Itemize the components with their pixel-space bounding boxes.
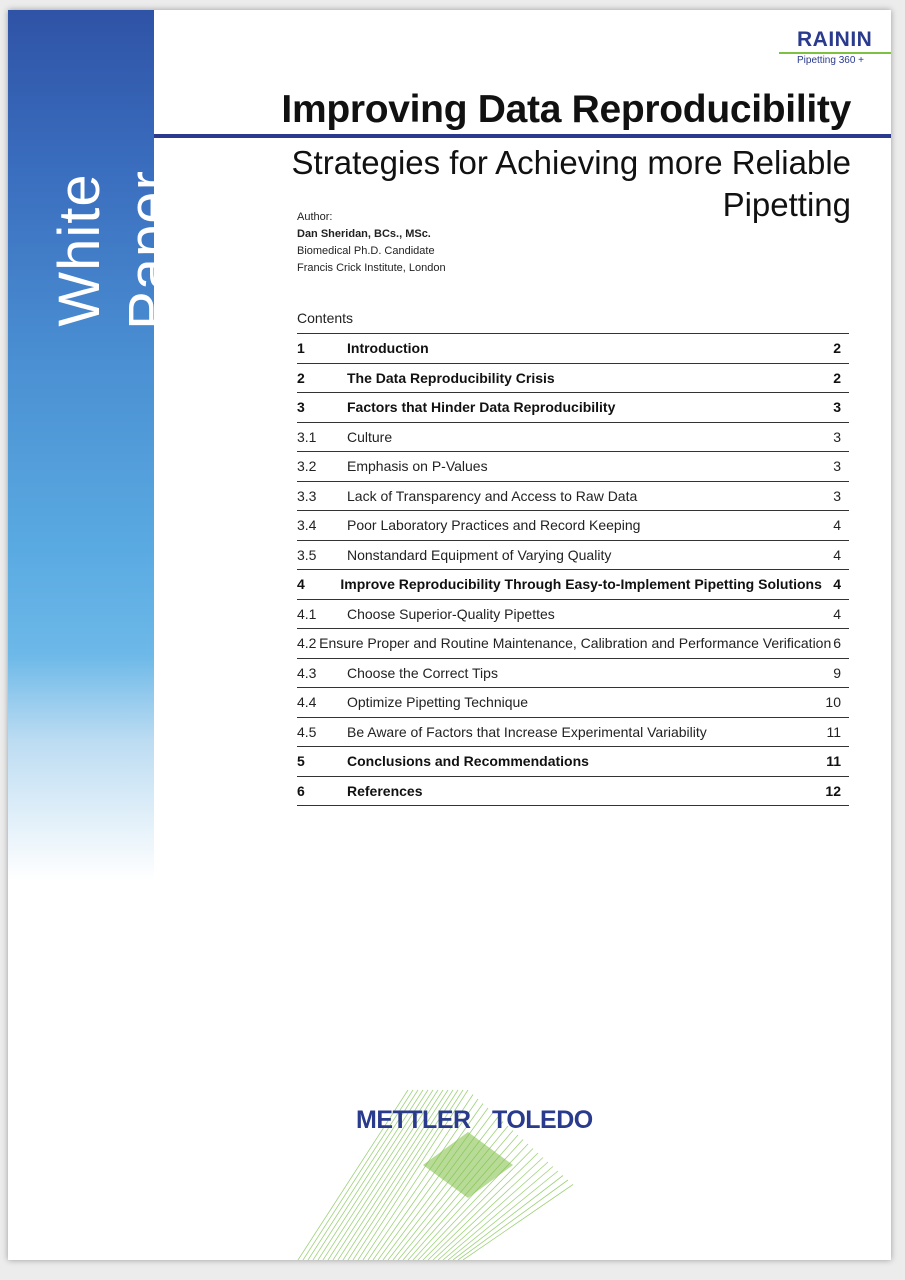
toc-row[interactable]: [297, 570, 849, 600]
toc-row[interactable]: [297, 393, 849, 423]
side-label: White Paper: [47, 170, 182, 330]
author-label: Author:: [297, 211, 333, 223]
toc-page: 6: [833, 635, 841, 652]
toc-num: 3.4: [297, 517, 317, 534]
toc-title: Choose Superior-Quality Pipettes: [347, 605, 555, 622]
toc-page: 11: [826, 753, 841, 770]
toc-row[interactable]: [297, 423, 849, 453]
toc-row[interactable]: [297, 364, 849, 394]
toc-row[interactable]: [297, 718, 849, 748]
toc-page: 3: [833, 428, 841, 445]
author-affiliation: Francis Crick Institute, London: [297, 262, 446, 274]
toc-num: 3.3: [297, 487, 317, 504]
author-role: Biomedical Ph.D. Candidate: [297, 245, 435, 257]
toc-row[interactable]: [297, 629, 849, 659]
toc-title: Poor Laboratory Practices and Record Keeping: [347, 517, 641, 534]
toc-row[interactable]: [297, 334, 849, 364]
logo-diagonal-lines: [278, 1070, 578, 1260]
toc-title: Factors that Hinder Data Reproducibility: [347, 399, 616, 416]
toc-title: Conclusions and Recommendations: [347, 753, 589, 770]
toc-title: Improve Reproducibility Through Easy-to-Implement Pipetting Solutions: [340, 576, 822, 593]
toc-row[interactable]: [297, 688, 849, 718]
toc-num: 4.1: [297, 605, 317, 622]
toc-page: 4: [833, 546, 841, 563]
brand-name: RAININ: [797, 28, 873, 51]
toc-page: 4: [833, 517, 841, 534]
document-subtitle: Strategies for Achieving more Reliable Pipetting: [291, 144, 851, 223]
toc-title: Lack of Transparency and Access to Raw Data: [347, 487, 638, 504]
toc-row[interactable]: [297, 452, 849, 482]
toc-num: 2: [297, 369, 305, 386]
brand-sub: Pipetting 360 +: [797, 55, 864, 66]
toc-row[interactable]: [297, 747, 849, 777]
toc-num: 5: [297, 753, 305, 770]
toc-page: 2: [833, 369, 841, 386]
toc-num: 3.1: [297, 428, 317, 445]
toc-num: 4.4: [297, 694, 317, 711]
toc-page: 11: [826, 723, 841, 740]
toc-num: 3.5: [297, 546, 317, 563]
toc-title: Nonstandard Equipment of Varying Quality: [347, 546, 612, 563]
mettler-toledo-logo: [278, 1070, 593, 1260]
toc-row[interactable]: [297, 482, 849, 512]
toc-num: 3.2: [297, 458, 317, 475]
toc-row[interactable]: [297, 600, 849, 630]
toc-num: 1: [297, 340, 305, 357]
toc-page: 4: [833, 605, 841, 622]
author-name: Dan Sheridan, BCs., MSc.: [297, 228, 431, 240]
toc-title: Emphasis on P-Values: [347, 458, 488, 475]
logo-text-toledo: TOLEDO: [492, 1106, 593, 1134]
toc-num: 4: [297, 576, 305, 593]
toc-row[interactable]: [297, 541, 849, 571]
toc-num: 4.2: [297, 635, 317, 652]
toc-page: 9: [833, 664, 841, 681]
document-title: Improving Data Reproducibility: [281, 88, 851, 131]
title-rule: [154, 134, 891, 138]
toc-page: 4: [833, 576, 841, 593]
toc-title: Optimize Pipetting Technique: [347, 694, 529, 711]
document-page: [8, 10, 891, 1260]
toc-title: Be Aware of Factors that Increase Experimental Variability: [347, 723, 707, 740]
toc-num: 4.3: [297, 664, 317, 681]
toc-row[interactable]: [297, 777, 849, 807]
toc-title: References: [347, 782, 423, 799]
contents-heading: Contents: [297, 310, 354, 326]
toc-page: 2: [833, 340, 841, 357]
toc-title: Choose the Correct Tips: [347, 664, 498, 681]
rainin-logo: [779, 28, 891, 68]
toc-row[interactable]: [297, 659, 849, 689]
author-block: [297, 209, 446, 277]
toc-title: Introduction: [347, 340, 429, 357]
toc-row[interactable]: [297, 511, 849, 541]
toc-page: 3: [833, 458, 841, 475]
toc-title: The Data Reproducibility Crisis: [347, 369, 555, 386]
toc-num: 6: [297, 782, 305, 799]
toc-title: Culture: [347, 428, 393, 445]
side-band: [8, 10, 182, 880]
table-of-contents: [297, 333, 849, 806]
toc-page: 3: [833, 487, 841, 504]
toc-num: 4.5: [297, 723, 317, 740]
logo-text-mettler: METTLER: [356, 1106, 471, 1134]
toc-page: 3: [833, 399, 841, 416]
toc-page: 12: [825, 782, 841, 799]
toc-title: Ensure Proper and Routine Maintenance, Calibration and Performance Verification: [319, 635, 832, 652]
toc-num: 3: [297, 399, 305, 416]
toc-page: 10: [825, 694, 841, 711]
